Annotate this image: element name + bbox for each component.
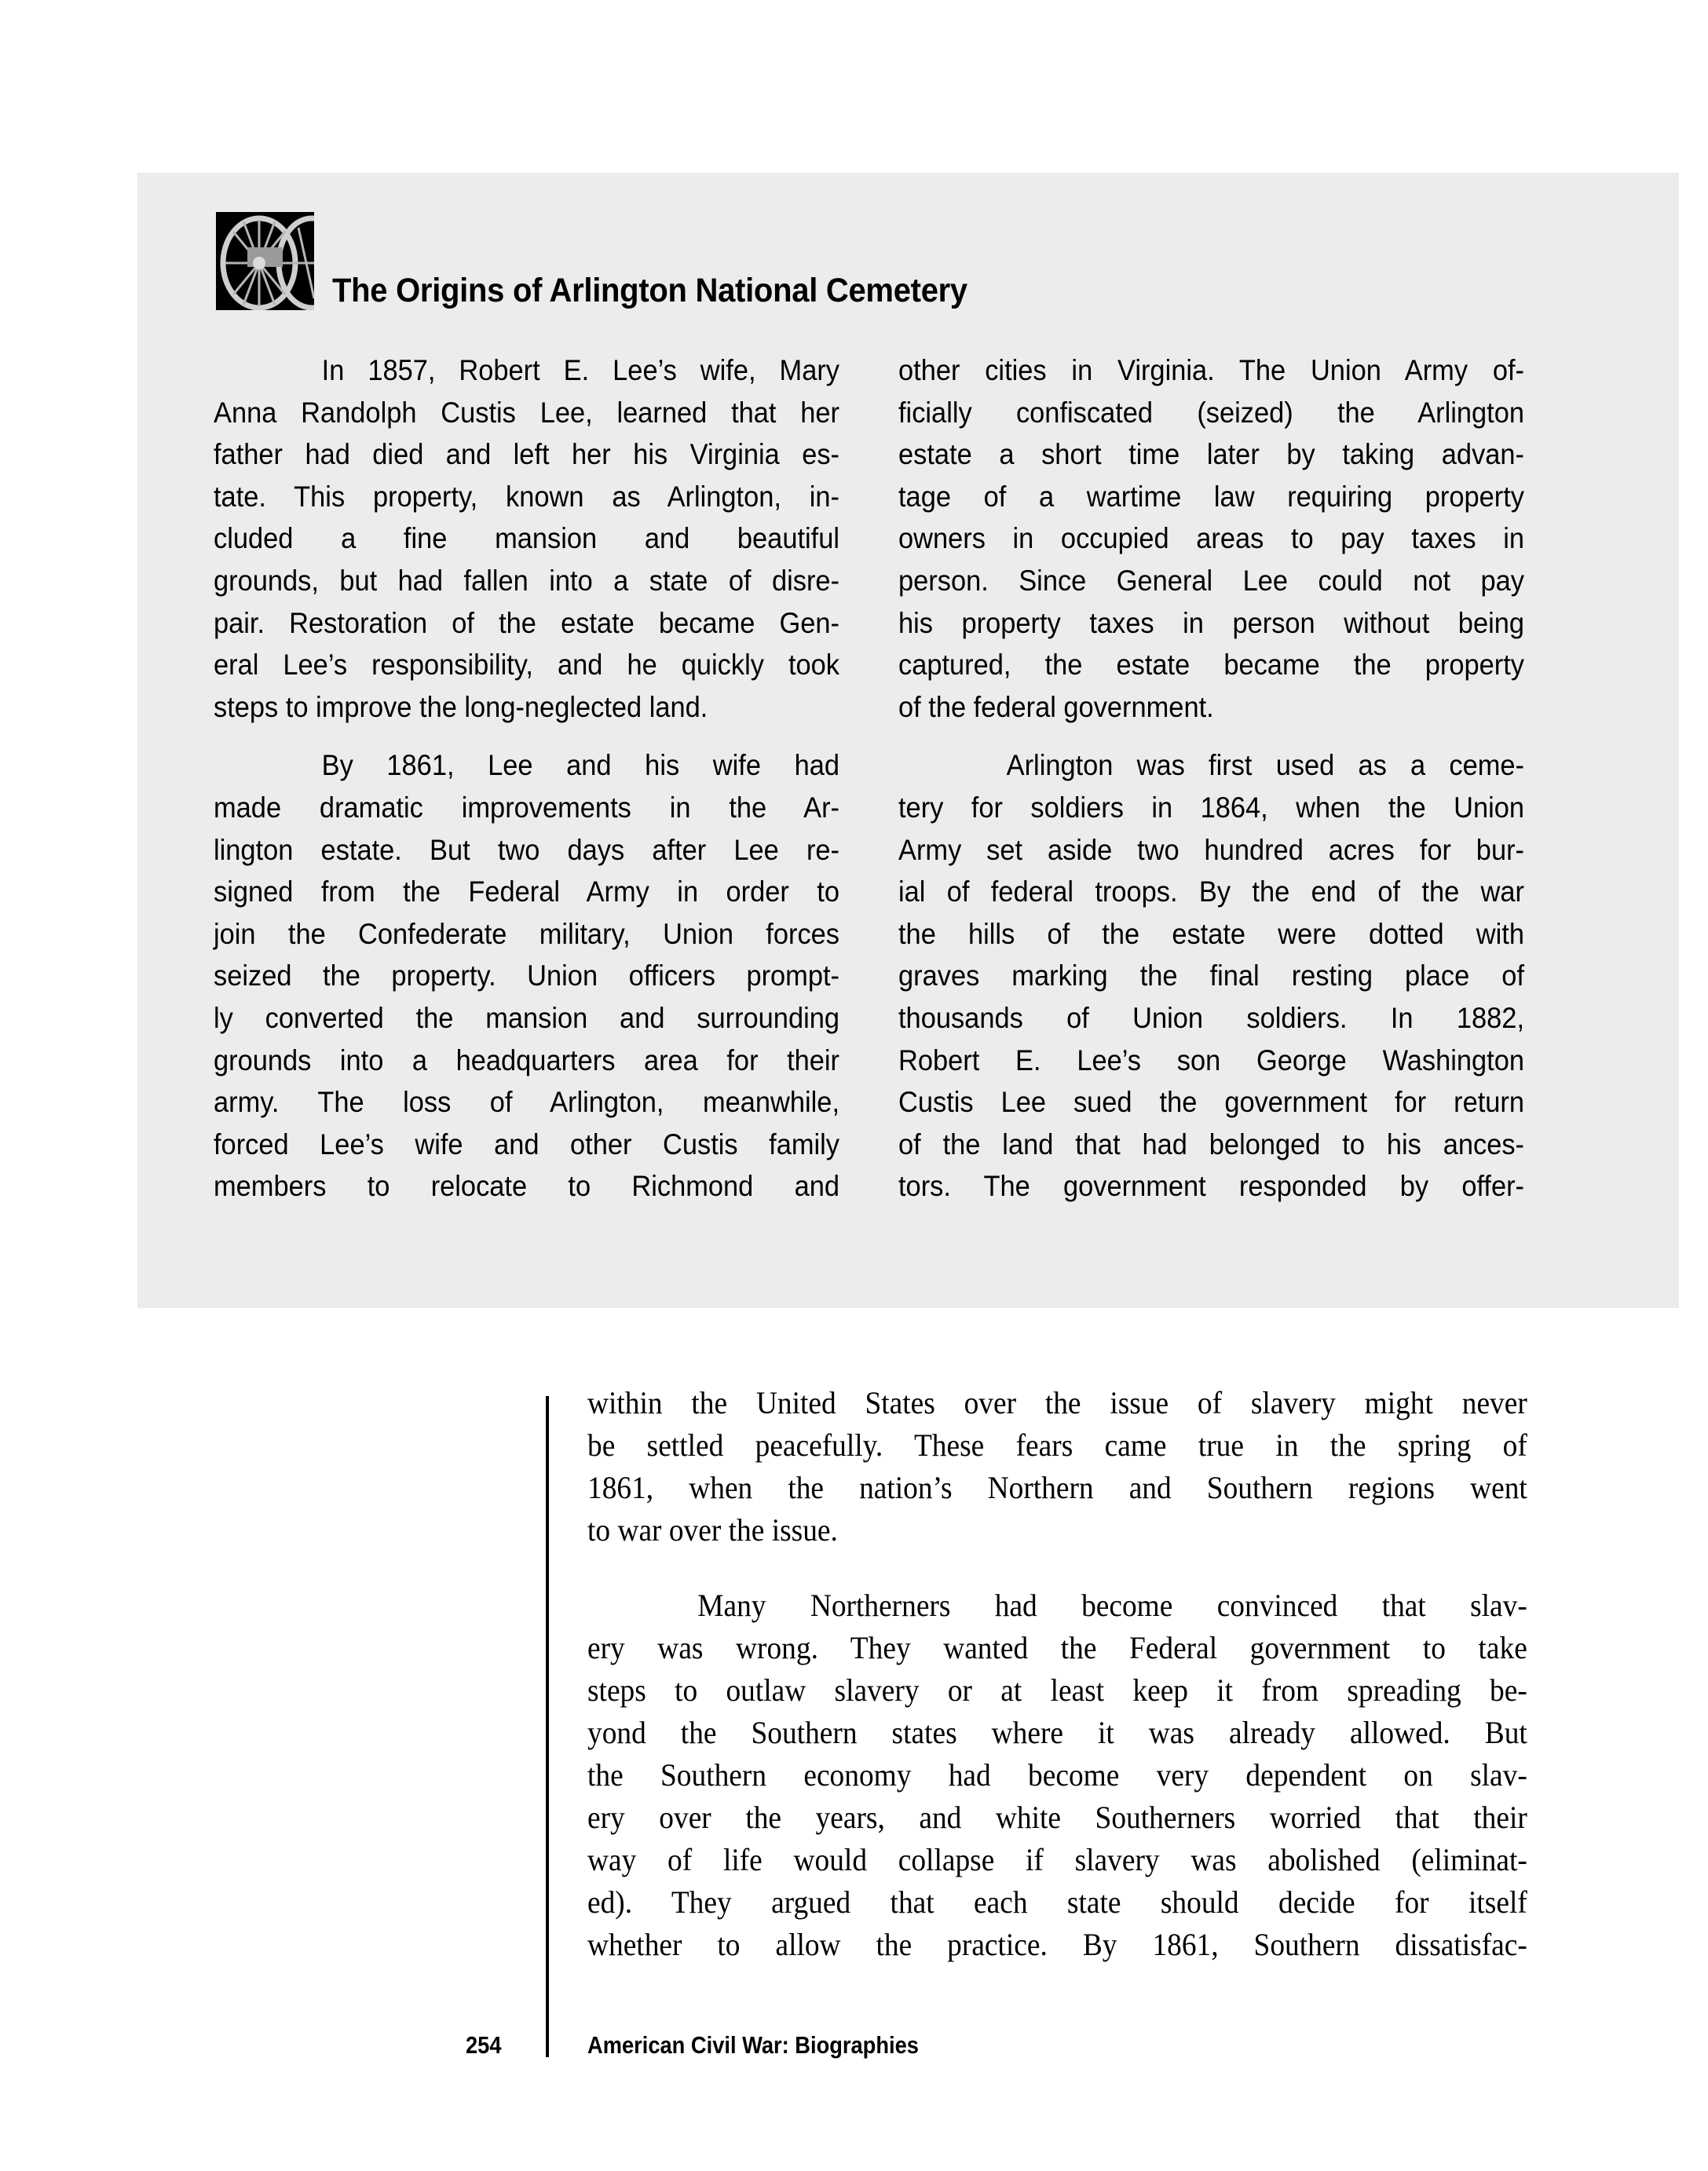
- text-line: Arlington was first used as a ceme-: [1006, 749, 1525, 782]
- text-line: estate a short time later by taking advan-: [898, 438, 1525, 471]
- page-number: 254: [466, 2031, 502, 2059]
- margin-rule: [546, 1396, 549, 2057]
- text-line: thousands of Union soldiers. In 1882,: [898, 1001, 1525, 1034]
- text-line: father had died and left her his Virginia es-: [214, 438, 840, 471]
- text-line: Army set aside two hundred acres for bur-: [898, 833, 1525, 866]
- text-line: members to relocate to Richmond and: [214, 1170, 840, 1203]
- text-line: Custis Lee sued the government for return: [898, 1086, 1525, 1119]
- paragraph: [587, 1382, 1527, 1551]
- text-line: steps to outlaw slavery or at least keep it from spreading be-: [587, 1672, 1527, 1708]
- text-line: the hills of the estate were dotted with: [898, 917, 1525, 950]
- cannon-wheels-graphic: [216, 212, 314, 310]
- text-line: way of life would collapse if slavery was abolished (eliminat-: [587, 1842, 1527, 1877]
- text-line: signed from the Federal Army in order to: [214, 875, 840, 908]
- text-line: person. Since General Lee could not pay: [898, 564, 1525, 597]
- running-footer-title: American Civil War: Biographies: [587, 2031, 919, 2059]
- text-line: steps to improve the long-neglected land.: [214, 690, 708, 723]
- text-line: ery was wrong. They wanted the Federal government to take: [587, 1630, 1527, 1665]
- text-line: In 1857, Robert E. Lee’s wife, Mary: [321, 354, 840, 386]
- text-line: ed). They argued that each state should decide for itself: [587, 1884, 1527, 1920]
- text-line: By 1861, Lee and his wife had: [321, 749, 840, 782]
- text-line: tors. The government responded by offer-: [898, 1170, 1525, 1203]
- sidebar-title: The Origins of Arlington National Cemetery: [332, 272, 967, 309]
- text-line: his property taxes in person without being: [898, 606, 1525, 639]
- text-line: grounds, but had fallen into a state of disre-: [214, 564, 840, 597]
- text-line: cluded a fine mansion and beautiful: [214, 522, 840, 555]
- text-line: the Southern economy had become very dependent on slav-: [587, 1757, 1527, 1793]
- text-line: grounds into a headquarters area for their: [214, 1043, 840, 1076]
- text-line: eral Lee’s responsibility, and he quickly took: [214, 649, 840, 682]
- text-line: whether to allow the practice. By 1861, Southern dissatisfac-: [587, 1927, 1527, 1962]
- text-line: graves marking the final resting place of: [898, 959, 1525, 992]
- paragraph: [587, 1584, 1527, 1966]
- text-line: tate. This property, known as Arlington, in-: [214, 480, 840, 513]
- text-line: of the land that had belonged to his ances-: [898, 1128, 1525, 1160]
- text-line: made dramatic improvements in the Ar-: [214, 791, 840, 824]
- text-line: other cities in Virginia. The Union Army of-: [898, 354, 1525, 386]
- text-line: be settled peacefully. These fears came true in the spring of: [587, 1427, 1527, 1463]
- cannon-wheels-icon: [216, 212, 314, 310]
- text-line: captured, the estate became the property: [898, 649, 1525, 682]
- text-line: of the federal government.: [898, 690, 1214, 723]
- text-line: to war over the issue.: [587, 1512, 838, 1548]
- text-line: pair. Restoration of the estate became Gen-: [214, 606, 840, 639]
- text-line: Anna Randolph Custis Lee, learned that her: [214, 396, 840, 429]
- text-line: ly converted the mansion and surrounding: [214, 1001, 840, 1034]
- text-line: tage of a wartime law requiring property: [898, 480, 1525, 513]
- text-line: owners in occupied areas to pay taxes in: [898, 522, 1525, 555]
- text-line: ery over the years, and white Southerners worried that their: [587, 1800, 1527, 1835]
- text-line: ficially confiscated (seized) the Arlington: [898, 396, 1525, 429]
- text-line: Robert E. Lee’s son George Washington: [898, 1043, 1525, 1076]
- main-body-text: [587, 1382, 1527, 1966]
- sidebar-right-column: [898, 349, 1524, 1208]
- text-line: army. The loss of Arlington, meanwhile,: [214, 1086, 840, 1119]
- text-line: forced Lee’s wife and other Custis family: [214, 1128, 840, 1160]
- text-line: tery for soldiers in 1864, when the Union: [898, 791, 1525, 824]
- paragraph: [214, 744, 839, 1208]
- text-line: join the Confederate military, Union forces: [214, 917, 840, 950]
- text-line: seized the property. Union officers prompt-: [214, 959, 840, 992]
- text-line: lington estate. But two days after Lee re-: [214, 833, 840, 866]
- text-line: Many Northerners had become convinced that slav-: [697, 1588, 1527, 1623]
- text-line: yond the Southern states where it was already allowed. But: [587, 1715, 1527, 1750]
- text-line: within the United States over the issue of slavery might never: [587, 1385, 1527, 1420]
- paragraph: [214, 349, 839, 728]
- text-line: 1861, when the nation’s Northern and Southern regions went: [587, 1470, 1527, 1505]
- paragraph: [898, 349, 1524, 728]
- text-line: ial of federal troops. By the end of the war: [898, 875, 1525, 908]
- paragraph: [898, 744, 1524, 1208]
- sidebar-left-column: [214, 349, 839, 1208]
